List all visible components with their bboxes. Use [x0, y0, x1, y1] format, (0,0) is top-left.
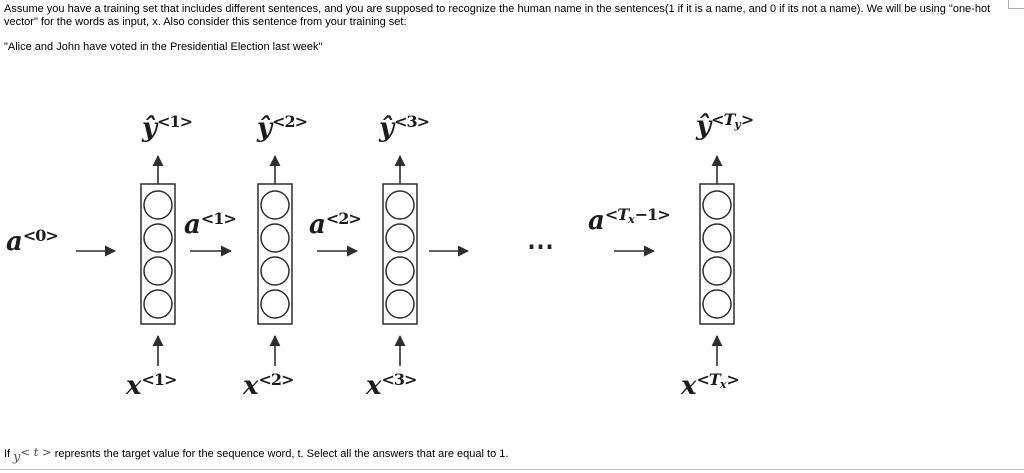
label-yhat-2: $ŷ^{<2>}$ — [257, 112, 308, 143]
rnn-cell-3 — [383, 184, 417, 324]
label-yhat-Ty: $ŷ^{<Ty>}$ — [696, 110, 754, 141]
instruction-text: represnts the target value for the sequence word, t. Select all the answers that are equal to 1. — [54, 448, 509, 460]
label-a-Tx-minus-1: $a^{<Tx-1>}$ — [588, 205, 670, 236]
label-yhat-1: $ŷ^{<1>}$ — [142, 112, 193, 143]
label-x-2: $x^{<2>}$ — [243, 370, 294, 401]
label-x-3: $x^{<3>}$ — [366, 370, 417, 401]
label-yhat-3: $ŷ^{<3>}$ — [379, 112, 430, 143]
output-arrows — [158, 156, 717, 184]
label-a-2: $a^{<2>}$ — [309, 209, 361, 240]
bottom-divider — [0, 469, 1024, 470]
rnn-cell-2 — [258, 184, 292, 324]
input-arrows — [158, 336, 717, 366]
rnn-cell-1 — [141, 184, 175, 324]
rnn-cell-final — [700, 184, 734, 324]
math-y: y — [13, 450, 21, 465]
label-x-1: $x^{<1>}$ — [126, 370, 177, 401]
label-a-1: $a^{<1>}$ — [184, 209, 236, 240]
instruction-prefix: If — [4, 448, 11, 460]
question-paragraph: Assume you have a training set that includes different sentences, and you are supposed to recognize the human name in the sentences(1 if it is a name, and 0 if its not a name). We will be using "one-hot vector" for the words as input, x. Also consider this sentence from your training set: — [4, 3, 991, 28]
label-a-0: $a^{<0>}$ — [6, 226, 58, 257]
ellipsis-dots: ⋯ — [527, 231, 555, 262]
question-instruction — [4, 445, 509, 465]
example-sentence: "Alice and John have voted in the Presidential Election last week" — [4, 41, 323, 53]
math-y-superscript: < t > — [20, 445, 52, 459]
label-x-Tx: $x^{<Tx>}$ — [681, 370, 739, 401]
